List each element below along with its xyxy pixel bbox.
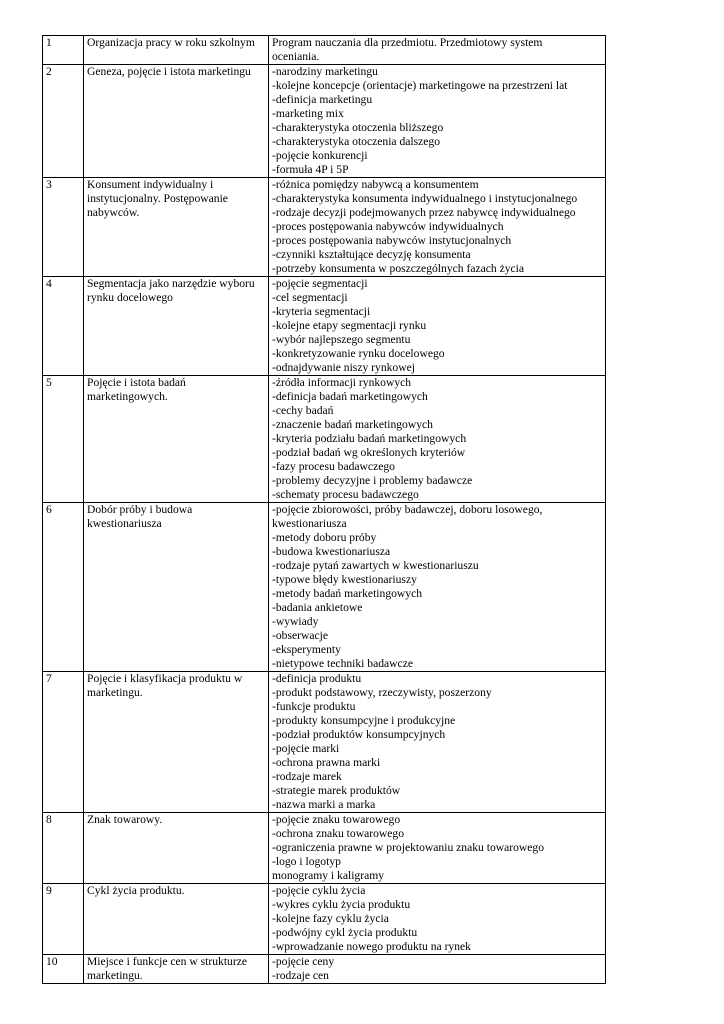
- row-number: 9: [43, 884, 84, 955]
- table-row: [43, 65, 606, 178]
- row-number: 7: [43, 672, 84, 813]
- lesson-topic: Pojęcie i istota badań marketingowych.: [84, 376, 269, 503]
- table-row: [43, 376, 606, 503]
- content-item: -kryteria segmentacji: [272, 305, 371, 318]
- content-item: -schematy procesu badawczego: [272, 488, 419, 501]
- table-row: [43, 503, 606, 672]
- content-item: -konkretyzowanie rynku docelowego: [272, 347, 445, 360]
- content-item: -produkty konsumpcyjne i produkcyjne: [272, 714, 456, 727]
- table-row: [43, 813, 606, 884]
- content-item: -metody doboru próby: [272, 531, 377, 544]
- content-item: -kolejne fazy cyklu życia: [272, 912, 389, 925]
- content-item: -podwójny cykl życia produktu: [272, 926, 418, 939]
- content-item: -wprowadzanie nowego produktu na rynek: [272, 940, 471, 953]
- lesson-topic: Cykl życia produktu.: [84, 884, 269, 955]
- content-item: -cechy badań: [272, 404, 334, 417]
- content-item: -wybór najlepszego segmentu: [272, 333, 411, 346]
- content-item: kwestionariusza: [272, 517, 347, 530]
- row-number: 1: [43, 36, 84, 65]
- content-item: -pojęcie ceny: [272, 955, 335, 968]
- content-item: -rodzaje pytań zawartych w kwestionariuszu: [272, 559, 479, 572]
- content-item: -charakterystyka konsumenta indywidualnego i instytucjonalnego: [272, 192, 578, 205]
- lesson-topic: Organizacja pracy w roku szkolnym: [84, 36, 269, 65]
- lesson-topic: Miejsce i funkcje cen w strukturze marketingu.: [84, 955, 269, 984]
- content-item: -wykres cyklu życia produktu: [272, 898, 411, 911]
- content-item: -funkcje produktu: [272, 700, 356, 713]
- content-item: -definicja produktu: [272, 672, 362, 685]
- content-item: -czynniki kształtujące decyzję konsumenta: [272, 248, 471, 261]
- lesson-content: [269, 503, 606, 672]
- content-item: oceniania.: [272, 50, 320, 63]
- content-item: -źródła informacji rynkowych: [272, 376, 412, 389]
- content-item: -rodzaje cen: [272, 969, 329, 982]
- table-row: [43, 884, 606, 955]
- table-row: [43, 672, 606, 813]
- row-number: 5: [43, 376, 84, 503]
- row-number: 2: [43, 65, 84, 178]
- content-item: -znaczenie badań marketingowych: [272, 418, 433, 431]
- content-item: -kolejne etapy segmentacji rynku: [272, 319, 427, 332]
- content-item: -pojęcie segmentacji: [272, 277, 368, 290]
- table-row: [43, 955, 606, 984]
- lesson-topic: Pojęcie i klasyfikacja produktu w marketingu.: [84, 672, 269, 813]
- content-item: -badania ankietowe: [272, 601, 363, 614]
- content-item: -pojęcie marki: [272, 742, 340, 755]
- content-item: -narodziny marketingu: [272, 65, 378, 78]
- content-item: -odnajdywanie niszy rynkowej: [272, 361, 415, 374]
- content-item: -proces postępowania nabywców instytucjonalnych: [272, 234, 512, 247]
- content-item: -rodzaje marek: [272, 770, 342, 783]
- lesson-content: [269, 178, 606, 277]
- content-item: -potrzeby konsumenta w poszczególnych fazach życia: [272, 262, 525, 275]
- content-item: -budowa kwestionariusza: [272, 545, 391, 558]
- content-item: -eksperymenty: [272, 643, 341, 656]
- content-item: -proces postępowania nabywców indywidualnych: [272, 220, 504, 233]
- row-number: 10: [43, 955, 84, 984]
- content-item: -ochrona znaku towarowego: [272, 827, 404, 840]
- lesson-content: [269, 884, 606, 955]
- syllabus-table-body: [43, 36, 606, 984]
- content-item: -produkt podstawowy, rzeczywisty, poszerzony: [272, 686, 492, 699]
- content-item: -kolejne koncepcje (orientacje) marketingowe na przestrzeni lat: [272, 79, 568, 92]
- content-item: -strategie marek produktów: [272, 784, 401, 797]
- content-item: -fazy procesu badawczego: [272, 460, 395, 473]
- content-item: -rodzaje decyzji podejmowanych przez nabywcę indywidualnego: [272, 206, 576, 219]
- content-item: -metody badań marketingowych: [272, 587, 423, 600]
- content-item: -różnica pomiędzy nabywcą a konsumentem: [272, 178, 479, 191]
- lesson-topic: Znak towarowy.: [84, 813, 269, 884]
- content-item: -obserwacje: [272, 629, 329, 642]
- content-item: -podział badań wg określonych kryteriów: [272, 446, 466, 459]
- lesson-topic: Segmentacja jako narzędzie wyboru rynku docelowego: [84, 277, 269, 376]
- row-number: 6: [43, 503, 84, 672]
- lesson-content: [269, 277, 606, 376]
- syllabus-table: [42, 35, 606, 984]
- lesson-content: [269, 672, 606, 813]
- table-row: [43, 36, 606, 65]
- lesson-topic: Konsument indywidualny i instytucjonalny. Postępowanie nabywców.: [84, 178, 269, 277]
- row-number: 8: [43, 813, 84, 884]
- row-number: 4: [43, 277, 84, 376]
- content-item: -logo i logotyp: [272, 855, 341, 868]
- content-item: -kryteria podziału badań marketingowych: [272, 432, 467, 445]
- content-item: -pojęcie znaku towarowego: [272, 813, 401, 826]
- content-item: -charakterystyka otoczenia dalszego: [272, 135, 441, 148]
- content-item: -pojęcie zbiorowości, próby badawczej, doboru losowego,: [272, 503, 543, 516]
- content-item: -pojęcie cyklu życia: [272, 884, 366, 897]
- lesson-content: [269, 65, 606, 178]
- row-number: 3: [43, 178, 84, 277]
- content-item: -typowe błędy kwestionariuszy: [272, 573, 417, 586]
- content-item: -formuła 4P i 5P: [272, 163, 349, 176]
- lesson-content: [269, 376, 606, 503]
- table-row: [43, 178, 606, 277]
- content-item: -podział produktów konsumpcyjnych: [272, 728, 446, 741]
- lesson-topic: Geneza, pojęcie i istota marketingu: [84, 65, 269, 178]
- content-item: -problemy decyzyjne i problemy badawcze: [272, 474, 473, 487]
- content-item: -cel segmentacji: [272, 291, 348, 304]
- content-item: -wywiady: [272, 615, 319, 628]
- content-item: -definicja marketingu: [272, 93, 373, 106]
- lesson-content: [269, 813, 606, 884]
- lesson-topic: Dobór próby i budowa kwestionariusza: [84, 503, 269, 672]
- table-row: [43, 277, 606, 376]
- content-item: -charakterystyka otoczenia bliższego: [272, 121, 444, 134]
- content-item: monogramy i kaligramy: [272, 869, 385, 882]
- content-item: -pojęcie konkurencji: [272, 149, 368, 162]
- content-item: -nietypowe techniki badawcze: [272, 657, 413, 670]
- content-item: Program nauczania dla przedmiotu. Przedmiotowy system: [272, 36, 543, 49]
- content-item: -definicja badań marketingowych: [272, 390, 428, 403]
- content-item: -ograniczenia prawne w projektowaniu znaku towarowego: [272, 841, 545, 854]
- content-item: -nazwa marki a marka: [272, 798, 376, 811]
- content-item: -marketing mix: [272, 107, 344, 120]
- lesson-content: [269, 955, 606, 984]
- content-item: -ochrona prawna marki: [272, 756, 381, 769]
- lesson-content: [269, 36, 606, 65]
